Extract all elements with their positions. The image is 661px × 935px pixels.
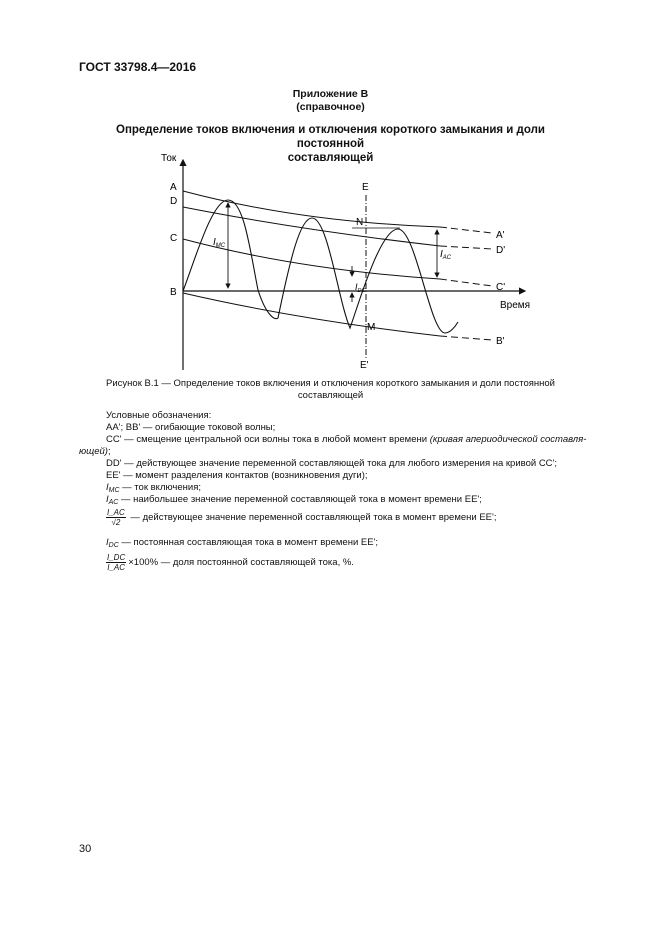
figure-caption-line2: составляющей: [297, 390, 364, 401]
idc-label-main: I: [355, 282, 358, 292]
legend-ratio-num: I_DC: [107, 553, 126, 562]
point-label-n: N: [356, 217, 364, 228]
legend-iac-symbol: I: [106, 494, 109, 505]
document-header: ГОСТ 33798.4—2016: [79, 60, 197, 74]
envelope-aa: [183, 191, 440, 227]
legend-rms-den: √2: [111, 518, 121, 527]
current-waveform-figure: [0, 0, 661, 380]
legend-idc-symbol: I: [106, 537, 109, 548]
legend-ratio-den: I_AC: [107, 563, 126, 572]
legend-rms: [106, 508, 496, 527]
point-label-m: M: [367, 322, 376, 333]
iac-label: [440, 249, 452, 261]
point-label-c-prime: C': [496, 282, 506, 293]
iac-label-sub: AC: [442, 255, 452, 261]
legend-iac-text: — наибольшее значение переменной составляющей тока в момент времени EE';: [118, 494, 482, 505]
figure-caption: [100, 378, 561, 402]
legend-dd: DD' — действующее значение переменной составляющей тока для любого измерения на кривой CC';: [106, 458, 557, 469]
point-label-b-prime: B': [496, 336, 505, 347]
legend-idc-sub: DC: [108, 542, 119, 549]
x-axis-label: Время: [500, 300, 531, 311]
point-label-d: D: [170, 196, 178, 207]
point-label-e: E: [362, 182, 369, 193]
legend-idc-text: — постоянная составляющая тока в момент времени EE';: [118, 537, 379, 548]
curve-dd: [183, 207, 440, 246]
legend-title: Условные обозначения:: [106, 410, 212, 421]
idc-label-sub: DC: [357, 288, 366, 294]
legend-cc-italic-1: (кривая апериодической составля-: [429, 434, 587, 445]
legend-imc-sub: MC: [108, 487, 120, 494]
idc-label: [355, 282, 365, 294]
legend-aa-bb: AA'; BB' — огибающие токовой волны;: [106, 422, 276, 433]
legend-rms-num: I_AC: [107, 508, 125, 517]
point-label-d-prime: D': [496, 245, 506, 256]
legend-imc-symbol: I: [106, 482, 109, 493]
legend-ratio: [106, 553, 354, 572]
legend-rms-text: — действующее значение переменной составляющей тока в момент времени EE';: [127, 512, 497, 524]
figure-caption-line1: Рисунок В.1 — Определение токов включения и отключения короткого замыкания и доли постоянной: [106, 378, 555, 389]
iac-label-main: I: [440, 249, 443, 260]
point-label-c: C: [170, 233, 178, 244]
curve-dd-dashed: [440, 246, 492, 249]
envelope-bb: [183, 293, 440, 336]
curve-cc-dashed: [440, 279, 492, 286]
legend-ratio-fraction: [106, 553, 126, 572]
legend-ee: EE' — момент разделения контактов (возникновения дуги);: [106, 470, 368, 481]
legend-iac: [106, 494, 482, 509]
point-label-e-prime: E': [360, 360, 369, 371]
imc-label: [213, 237, 226, 249]
annex-title-line2: (справочное): [296, 101, 365, 113]
legend-idc: [106, 537, 378, 552]
point-label-a-prime: A': [496, 230, 505, 241]
annex-heading-line1: Определение токов включения и отключения короткого замыкания и доли постоянной: [116, 124, 545, 150]
legend-cc-line1: [106, 434, 586, 446]
legend-cc-text: CC' — смещение центральной оси волны тока в любой момент времени: [106, 434, 430, 445]
legend-rms-fraction: [106, 508, 126, 527]
legend-ratio-text: — доля постоянной составляющей тока, %.: [158, 557, 354, 569]
imc-label-sub: MC: [215, 243, 226, 249]
legend-iac-sub: AC: [108, 499, 119, 506]
annex-heading-line2: составляющей: [287, 152, 374, 164]
envelope-bb-dashed: [440, 336, 492, 340]
page-number: 30: [79, 843, 92, 855]
legend-cc-italic-2: ющей): [79, 446, 108, 457]
point-label-b: B: [170, 287, 177, 298]
legend-imc-text: — ток включения;: [119, 482, 201, 493]
legend-cc-end: ;: [107, 446, 111, 457]
envelope-aa-dashed: [440, 227, 492, 233]
legend-cc-line2: [79, 446, 111, 458]
imc-label-main: I: [213, 237, 216, 248]
legend-ratio-mult: ×100%: [128, 557, 159, 569]
point-label-a: A: [170, 182, 177, 193]
annex-title-line1: Приложение В: [292, 88, 369, 100]
y-axis-label: Ток: [161, 153, 177, 164]
